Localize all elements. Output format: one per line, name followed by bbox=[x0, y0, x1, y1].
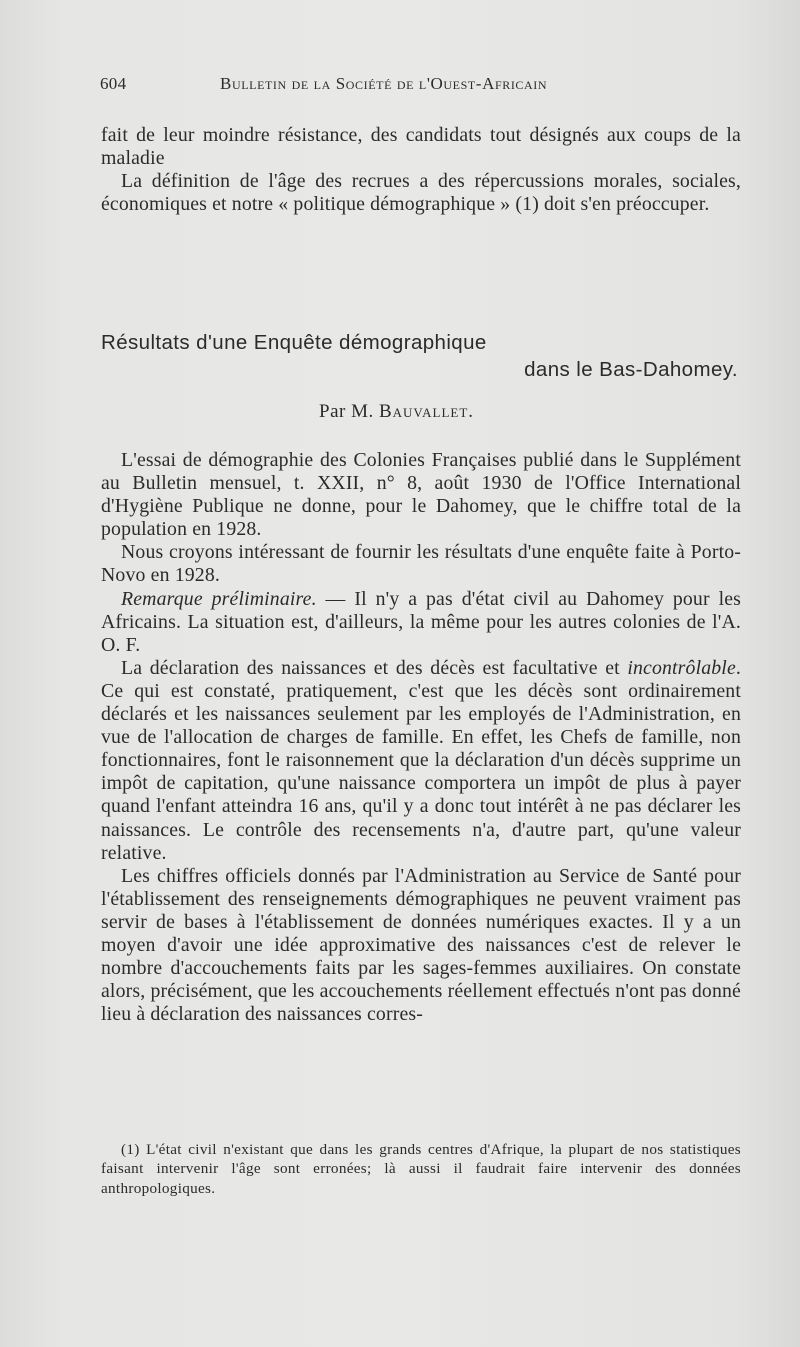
body-paragraph-3 bbox=[101, 588, 741, 657]
author-prefix: Par M. bbox=[319, 401, 374, 422]
article-title-line-2: dans le Bas-Dahomey. bbox=[524, 358, 738, 381]
body-paragraph-4-text: . Ce qui est constaté, pratiquement, c'est que les décès sont ordinairement déclarés et les naissances seulement par les employés de l'Administration, en vue de l'allocation de charges de famille. En effet, les Chefs de famille, non fonctionnaires, font le raisonnement que la déclaration d'un décès supprime un impôt de capitation, qu'une naissance comportera un impôt de plus à payer quand l'enfant atteindra 16 ans, qu'il y a donc tout intérêt à ne pas déclarer les naissances. Le contrôle des recensements n'a, d'autre part, qu'une valeur relative. bbox=[101, 656, 741, 864]
body-paragraph-1: L'essai de démographie des Colonies Françaises publié dans le Supplément au Bulletin mensuel, t. XXII, n° 8, août 1930 de l'Office International d'Hygiène Publique ne donne, pour le Dahomey, que le chiffre total de la population en 1928. bbox=[101, 449, 741, 541]
intro-paragraph-1: fait de leur moindre résistance, des candidats tout désignés aux coups de la maladie bbox=[101, 124, 741, 170]
body-paragraph-5: Les chiffres officiels donnés par l'Administration au Service de Santé pour l'établissement des renseignements démographiques ne peuvent vraiment pas servir de bases à l'établissement de données numériques exactes. Il y a un moyen d'avoir une idée approximative des naissances c'est de relever le nombre d'accouchements faits par les sages-femmes auxiliaires. On constate alors, précisément, que les accouchements réellement effectués n'ont pas donné lieu à déclaration des naissances corres- bbox=[101, 864, 741, 1026]
author-name: Bauvallet. bbox=[378, 401, 475, 422]
article-author bbox=[319, 401, 474, 423]
intro-paragraph-2: La définition de l'âge des recrues a des répercussions morales, sociales, économiques et notre « politique démographique » (1) doit s'en préoccuper. bbox=[101, 170, 741, 216]
article-body bbox=[101, 449, 741, 1026]
article-title-line-1: Résultats d'une Enquête démographique bbox=[101, 331, 487, 354]
body-paragraph-2: Nous croyons intéressant de fournir les résultats d'une enquête faite à Porto-Novo en 1928. bbox=[101, 541, 741, 587]
page-number: 604 bbox=[100, 74, 127, 93]
footnote bbox=[101, 1140, 741, 1198]
body-paragraph-4-italic: incontrôlable bbox=[627, 656, 736, 679]
journal-title: Bulletin de la Société de l'Ouest-Africain bbox=[220, 74, 548, 93]
preliminary-remark-heading: Remarque préliminaire. bbox=[121, 587, 317, 610]
footnote-text: (1) L'état civil n'existant que dans les grands centres d'Afrique, la plupart de nos statistiques faisant intervenir l'âge sont erronées; là aussi il faudrait faire intervenir des données anthropologiques. bbox=[101, 1141, 741, 1197]
body-paragraph-4 bbox=[101, 657, 741, 865]
body-paragraph-4-start: La déclaration des naissances et des décès est facultative et bbox=[121, 656, 628, 679]
body-paragraph-3-text: — Il n'y a pas d'état civil au Dahomey pour les Africains. La situation est, d'ailleurs, la même pour les autres colonies de l'A. O. F. bbox=[101, 587, 741, 656]
intro-text bbox=[101, 124, 741, 216]
